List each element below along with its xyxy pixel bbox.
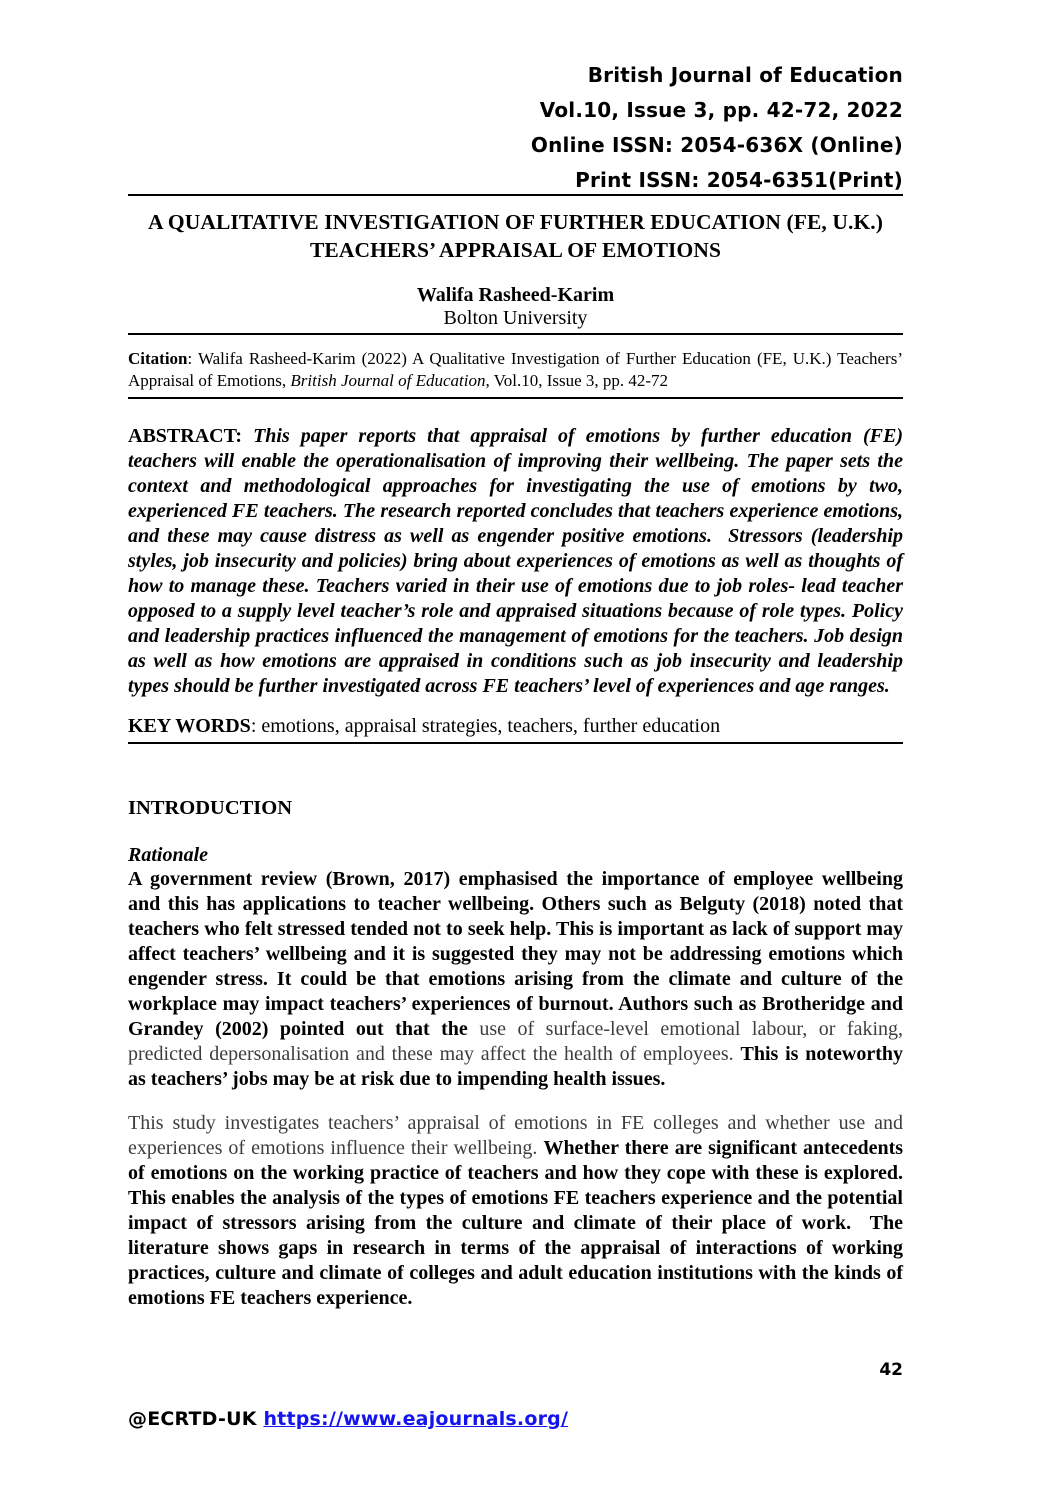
keywords-block <box>128 715 903 744</box>
page-number: 42 <box>879 1360 903 1380</box>
abstract-block <box>128 424 903 699</box>
citation-pages: , Vol.10, Issue 3, pp. 42-72 <box>485 371 669 390</box>
journal-name: British Journal of Education <box>587 63 903 87</box>
author-name: Walifa Rasheed-Karim <box>416 284 615 306</box>
print-issn-line: Print ISSN: 2054-6351(Print) <box>575 168 903 192</box>
footer-link[interactable]: https://www.eajournals.org/ <box>263 1408 569 1430</box>
paragraph-segment: use of surface-level emotional labour, or faking, predicted depersonalisation and these may affect the health of employees. <box>128 1018 904 1065</box>
page-footer <box>128 1408 568 1430</box>
online-issn-line: Online ISSN: 2054-636X (Online) <box>530 133 903 157</box>
abstract-text: This paper reports that appraisal of emotions by further education (FE) teachers will enable the operationalisation of improving their wellbeing. The paper sets the context and methodological approaches for investigating the use of emotions by two, experienced FE teachers. The research reported concludes that teachers experience emotions, and these may cause distress as well as engender positive emotions. Stressors (leadership styles, job insecurity and policies) bring about experiences of emotions as well as thoughts of how to manage these. Teachers varied in their use of emotions due to job roles- lead teacher opposed to a supply level teacher’s role and appraised situations because of role types. Policy and leadership practices influenced the management of emotions for the teachers. Job design as well as how emotions are appraised in conditions such as job insecurity and leadership types should be further investigated across FE teachers’ level of experiences and age ranges. <box>128 425 904 697</box>
paragraph-rationale <box>128 867 903 1092</box>
journal-header <box>128 58 903 198</box>
subsection-heading-rationale: Rationale <box>128 844 209 866</box>
paragraph-segment: This is noteworthy as teachers’ jobs may be at risk due to impending health issues. <box>128 1043 904 1090</box>
volume-issue-line: Vol.10, Issue 3, pp. 42-72, 2022 <box>539 98 903 122</box>
paper-title-line-2: TEACHERS’ APPRAISAL OF EMOTIONS <box>309 238 722 262</box>
citation-journal-name: British Journal of Education <box>290 371 486 390</box>
paper-title-line-1: A QUALITATIVE INVESTIGATION OF FURTHER EDUCATION (FE, U.K.) <box>147 210 884 234</box>
citation-text: : Walifa Rasheed-Karim (2022) A Qualitative Investigation of Further Education (FE, U.K.) Teachers’ Appraisal of Emotions, <box>128 349 903 390</box>
citation-label: Citation <box>128 349 188 368</box>
paper-title <box>128 208 903 264</box>
section-heading-introduction: INTRODUCTION <box>128 797 293 819</box>
keywords-text: : emotions, appraisal strategies, teachers, further education <box>250 715 721 737</box>
keywords-label: KEY WORDS <box>128 715 251 737</box>
footer-publisher: @ECRTD-UK <box>128 1408 257 1430</box>
paragraph-segment: Whether there are significant antecedents of emotions on the working practice of teachers and how they cope with these is explored. This enables the analysis of the types of emotions FE teachers experience and the potential impact of stressors arising from the culture and climate of their place of work. The literature shows gaps in research in terms of the appraisal of interactions of working practices, culture and climate of colleges and adult education institutions with the kinds of emotions FE teachers experience. <box>128 1137 904 1309</box>
abstract-label: ABSTRACT: <box>128 425 243 447</box>
author-affiliation: Bolton University <box>443 307 588 329</box>
paragraph-segment: This study investigates teachers’ appraisal of emotions in FE colleges and whether use and experiences of emotions influence their wellbeing. <box>128 1112 903 1159</box>
citation-block <box>128 335 903 399</box>
paragraph-study <box>128 1111 903 1311</box>
paragraph-segment: A government review (Brown, 2017) emphasised the importance of employee wellbeing and this has applications to teacher wellbeing. Others such as Belguty (2018) noted that teachers who felt stressed tended not to seek help. This is important as lack of support may affect teachers’ wellbeing and it is suggested they may not be addressing emotions which engender stress. It could be that emotions arising from the climate and culture of the workplace may impact teachers’ experiences of burnout. Authors such as Brotheridge and Grandey (2002) pointed out that the <box>128 868 903 1040</box>
author-block <box>128 284 903 330</box>
